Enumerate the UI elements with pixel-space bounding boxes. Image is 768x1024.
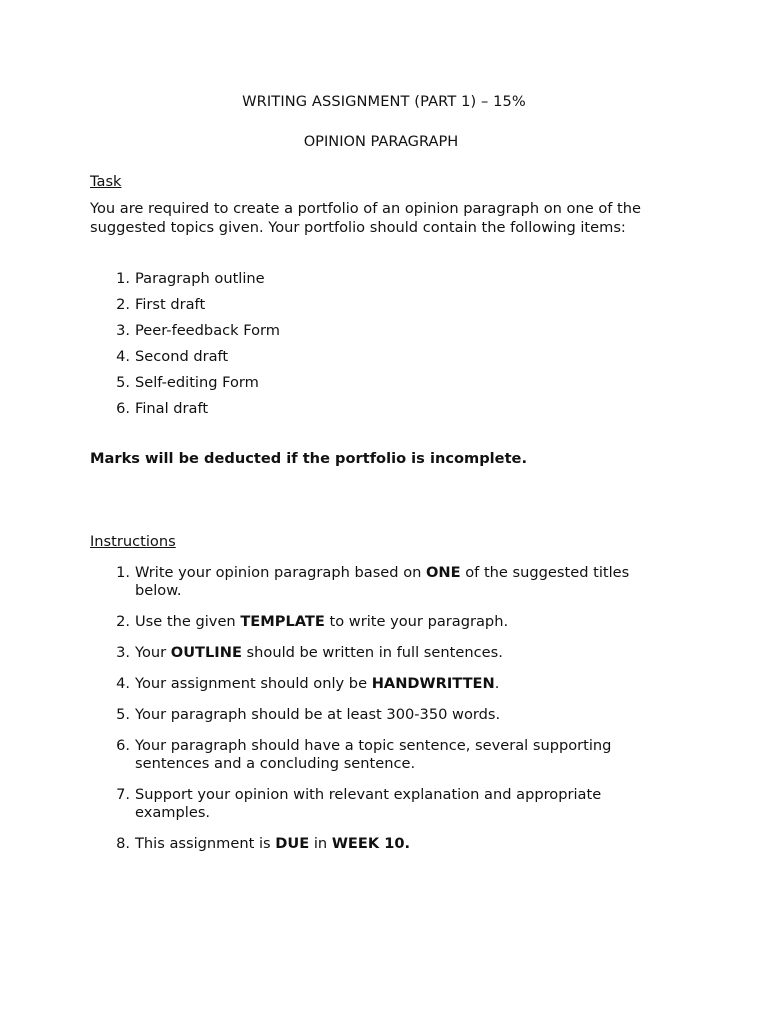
instruction-item: [90, 835, 650, 853]
list-item-number: 2.: [116, 296, 130, 313]
instruction-number: 8.: [116, 835, 130, 852]
instruction-emphasis: TEMPLATE: [240, 613, 325, 630]
instruction-text: should be written in full sentences.: [241, 644, 503, 661]
instruction-text: This assignment is: [135, 835, 276, 852]
instruction-item: [90, 786, 650, 822]
instruction-number: 2.: [116, 613, 130, 630]
instruction-number: 5.: [116, 706, 130, 723]
instruction-text: of the suggested titles below.: [135, 564, 630, 599]
instruction-number: 6.: [116, 737, 130, 754]
instruction-emphasis: OUTLINE: [170, 644, 242, 661]
instruction-number: 4.: [116, 675, 130, 692]
instruction-text: Support your opinion with relevant explanation and appropriate examples.: [135, 786, 602, 821]
list-item: [90, 373, 280, 399]
document-subtitle: OPINION PARAGRAPH: [303, 133, 459, 150]
instruction-text: Write your opinion paragraph based on: [135, 564, 427, 581]
instruction-number: 7.: [116, 786, 130, 803]
list-item-text: Second draft: [135, 348, 229, 365]
list-item: [90, 295, 280, 321]
instruction-number: 3.: [116, 644, 130, 661]
document-title: WRITING ASSIGNMENT (PART 1) – 15%: [242, 93, 526, 110]
list-item-text: First draft: [135, 296, 206, 313]
instruction-emphasis: ONE: [426, 564, 461, 581]
instruction-text: Your: [135, 644, 171, 661]
instruction-text: Your assignment should only be: [135, 675, 372, 692]
list-item-text: Self-editing Form: [135, 374, 259, 391]
list-item-text: Final draft: [135, 400, 209, 417]
instruction-text: .: [494, 675, 500, 692]
list-item: [90, 269, 280, 295]
instruction-emphasis: HANDWRITTEN: [371, 675, 495, 692]
instruction-text: to write your paragraph.: [324, 613, 509, 630]
list-item-number: 3.: [116, 322, 130, 339]
list-item-text: Paragraph outline: [135, 270, 265, 287]
list-item: [90, 321, 280, 347]
instruction-emphasis: DUE: [275, 835, 310, 852]
instruction-text: in: [309, 835, 332, 852]
list-item-text: Peer-feedback Form: [135, 322, 281, 339]
list-item-number: 6.: [116, 400, 130, 417]
instruction-item: [90, 644, 650, 662]
instruction-number: 1.: [116, 564, 130, 581]
list-item: [90, 347, 280, 373]
list-item-number: 5.: [116, 374, 130, 391]
list-item-number: 1.: [116, 270, 130, 287]
portfolio-items-list: [90, 269, 280, 425]
instruction-text: Your paragraph should be at least 300-350 words.: [135, 706, 501, 723]
instruction-text: Your paragraph should have a topic sentence, several supporting sentences and a concluding sentence.: [135, 737, 612, 772]
task-intro: You are required to create a portfolio of an opinion paragraph on one of the suggested topics given. Your portfolio should contain the following items:: [90, 200, 641, 236]
instruction-item: [90, 613, 650, 631]
instruction-emphasis: WEEK 10.: [331, 835, 411, 852]
list-item: [90, 399, 280, 425]
instruction-item: [90, 737, 650, 773]
instruction-item: [90, 675, 650, 693]
instructions-list: [90, 564, 650, 866]
incomplete-warning: Marks will be deducted if the portfolio is incomplete.: [90, 450, 527, 467]
list-item-number: 4.: [116, 348, 130, 365]
task-heading: Task: [90, 173, 122, 190]
instruction-item: [90, 564, 650, 600]
instruction-item: [90, 706, 650, 724]
instruction-text: Use the given: [135, 613, 241, 630]
instructions-heading: Instructions: [90, 533, 176, 550]
